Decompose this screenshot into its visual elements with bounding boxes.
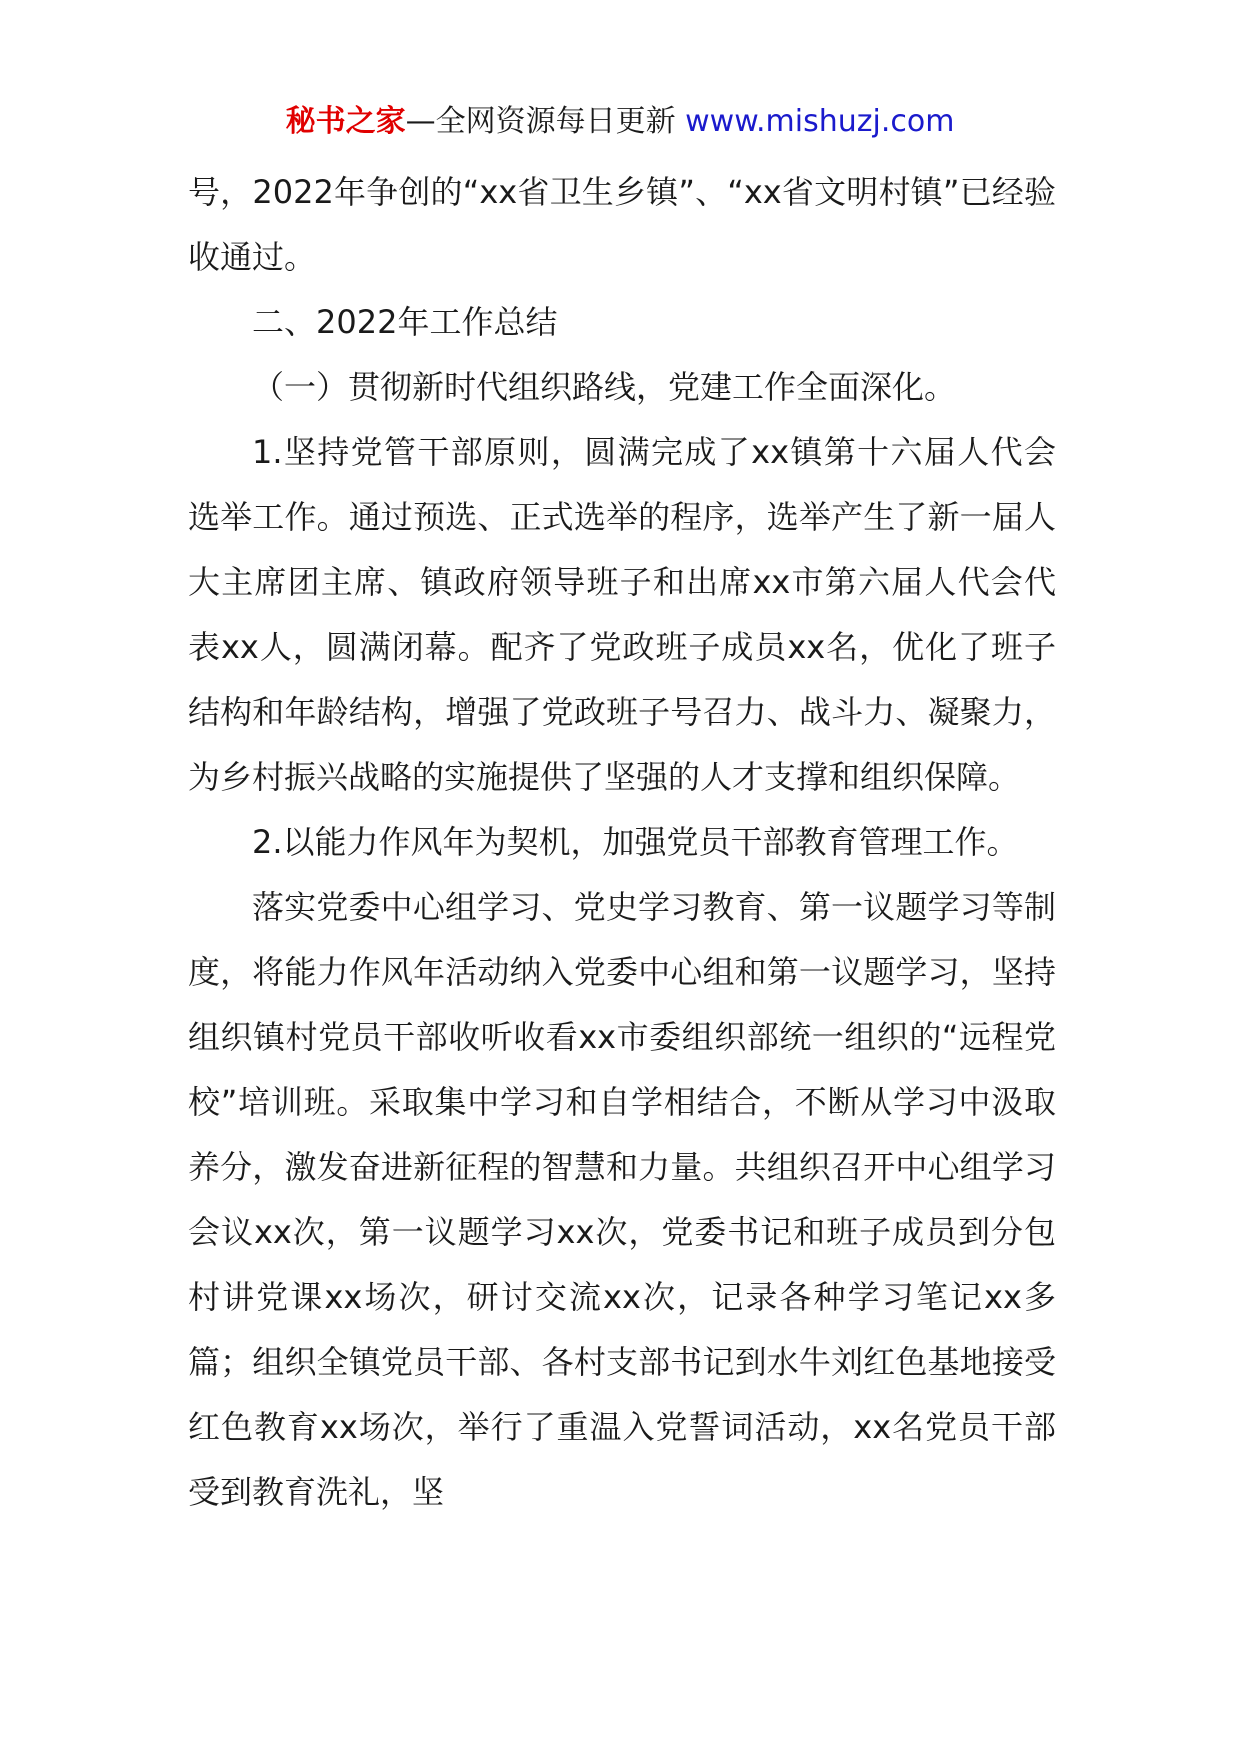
watermark-header [0,100,1240,144]
site-url[interactable]: www.mishuzj.com [685,104,955,139]
paragraph: 1.坚持党管干部原则，圆满完成了xx镇第十六届人代会选举工作。通过预选、正式选举的程序，选举产生了新一届人大主席团主席、镇政府领导班子和出席xx市第六届人代会代表xx人，圆满闭幕。配齐了党政班子成员xx名，优化了班子结构和年龄结构，增强了党政班子号召力、战斗力、凝聚力，为乡村振兴战略的实施提供了坚强的人才支撑和组织保障。 [188,433,1056,796]
paragraph-continuation: 号，2022年争创的“xx省卫生乡镇”、“xx省文明村镇”已经验收通过。 [188,173,1056,276]
document-body [188,160,1056,1525]
item-heading: 2.以能力作风年为契机，加强党员干部教育管理工作。 [252,823,1019,861]
site-tagline: —全网资源每日更新 [405,104,686,139]
paragraph: 落实党委中心组学习、党史学习教育、第一议题学习等制度，将能力作风年活动纳入党委中心组和第一议题学习，坚持组织镇村党员干部收听收看xx市委组织部统一组织的“远程党校”培训班。采取集中学习和自学相结合，不断从学习中汲取养分，激发奋进新征程的智慧和力量。共组织召开中心组学习会议xx次，第一议题学习xx次，党委书记和班子成员到分包村讲党课xx场次，研讨交流xx次，记录各种学习笔记xx多篇；组织全镇党员干部、各村支部书记到水牛刘红色基地接受红色教育xx场次，举行了重温入党誓词活动，xx名党员干部受到教育洗礼，坚 [188,888,1056,1511]
subsection-heading: （一）贯彻新时代组织路线，党建工作全面深化。 [252,368,957,406]
site-name: 秘书之家 [285,104,406,139]
section-heading: 二、2022年工作总结 [252,303,558,341]
